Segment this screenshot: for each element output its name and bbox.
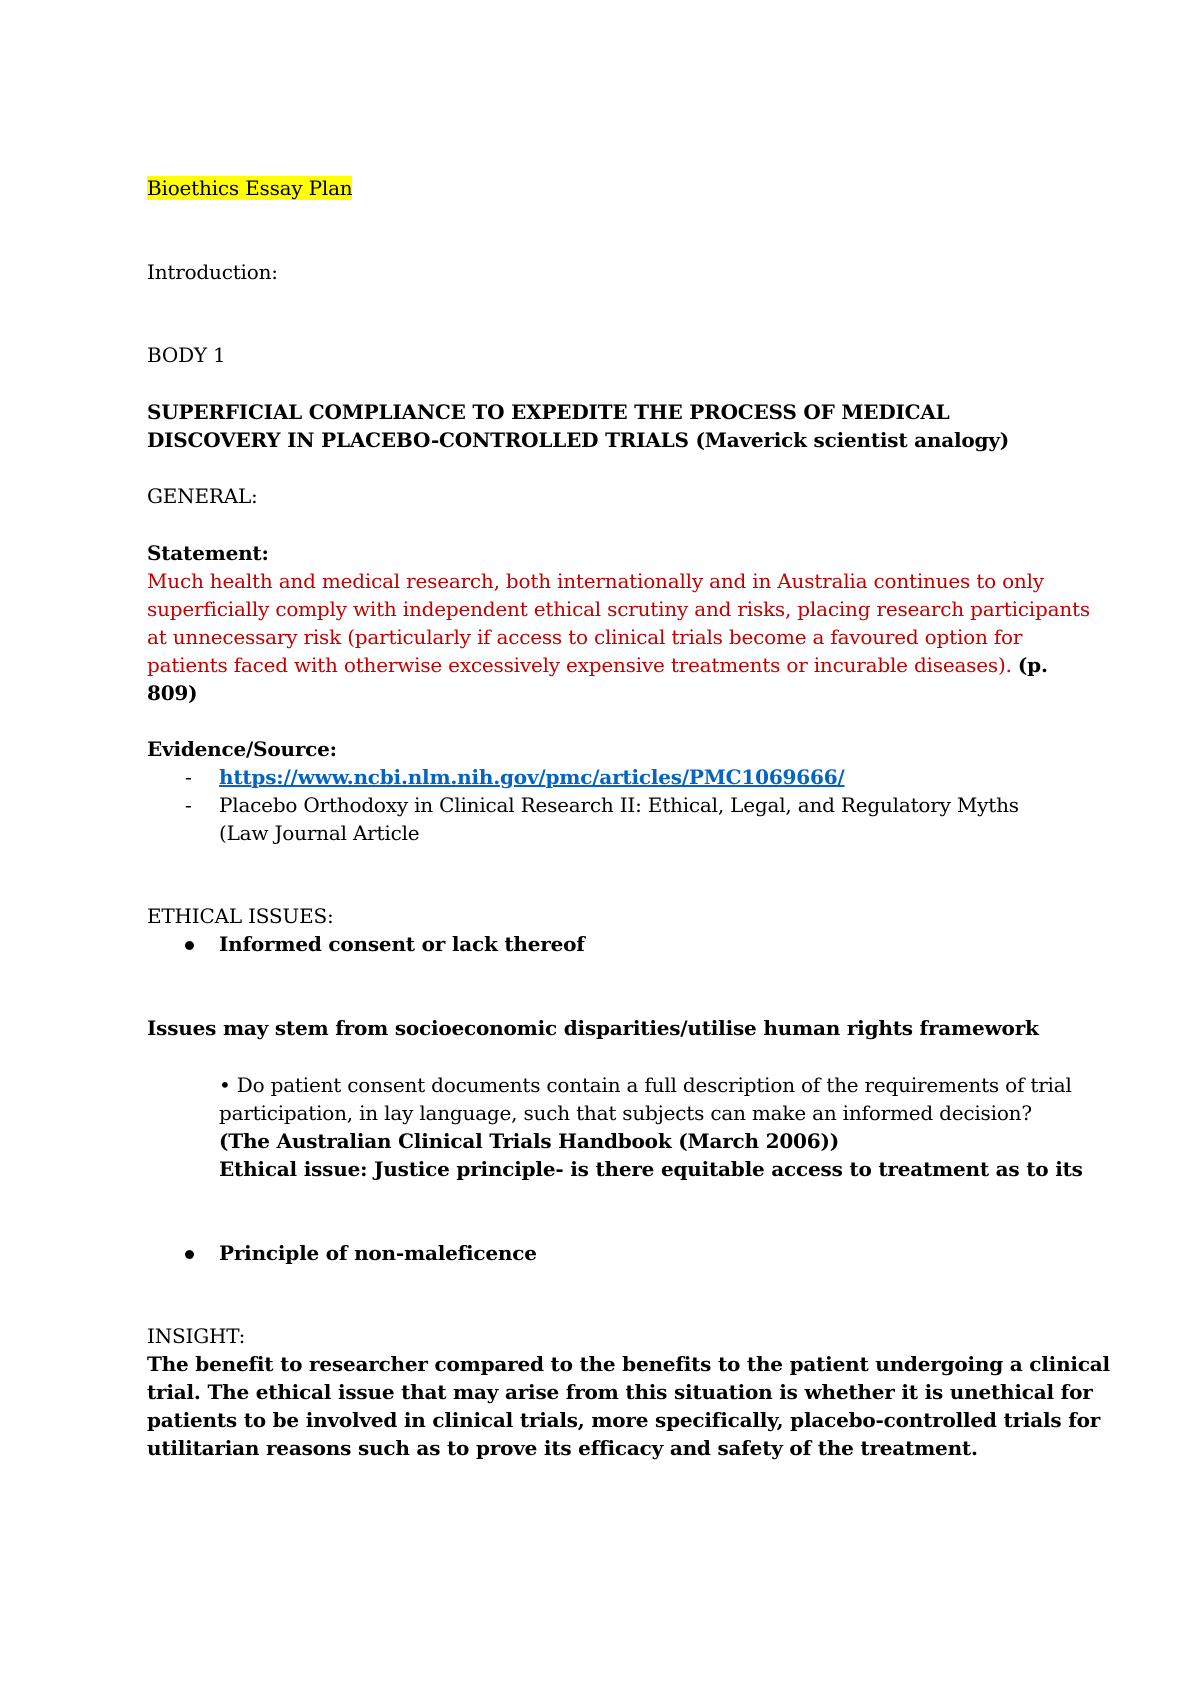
evidence-article-line-2: (Law Journal Article <box>219 821 420 845</box>
evidence-link[interactable]: https://www.ncbi.nlm.nih.gov/pmc/articles/PMC1069666/ <box>219 765 845 789</box>
bullet-icon <box>185 1250 194 1259</box>
evidence-article-line-1: Placebo Orthodoxy in Clinical Research II: Ethical, Legal, and Regulatory Myths <box>219 793 1019 817</box>
introduction-label: Introduction: <box>147 260 278 284</box>
evidence-dash-2: - <box>185 793 192 817</box>
bullet-item-non-maleficence: Principle of non-maleficence <box>219 1241 537 1265</box>
title-highlight: Bioethics Essay Plan <box>147 176 353 200</box>
section-heading-line-2: DISCOVERY IN PLACEBO-CONTROLLED TRIALS (Maverick scientist analogy) <box>147 428 1010 452</box>
bullet-item-informed-consent: Informed consent or lack thereof <box>219 932 585 956</box>
section-heading-line-1: SUPERFICIAL COMPLIANCE TO EXPEDITE THE PROCESS OF MEDICAL <box>147 400 950 424</box>
insight-label: INSIGHT: <box>147 1324 246 1348</box>
consent-question-line-1: • Do patient consent documents contain a full description of the requirements of trial <box>219 1073 1072 1097</box>
statement-line-4 <box>147 651 1048 679</box>
insight-line-2: trial. The ethical issue that may arise from this situation is whether it is unethical for <box>147 1380 1093 1404</box>
consent-source: (The Australian Clinical Trials Handbook (March 2006)) <box>219 1129 840 1153</box>
issues-heading: Issues may stem from socioeconomic disparities/utilise human rights framework <box>147 1016 1039 1040</box>
body-label: BODY 1 <box>147 343 226 367</box>
statement-line-1: Much health and medical research, both internationally and in Australia continues to only <box>147 569 1044 593</box>
justice-issue: Ethical issue: Justice principle- is there equitable access to treatment as to its <box>219 1157 1083 1181</box>
evidence-label: Evidence/Source: <box>147 737 337 761</box>
ethical-issues-label: ETHICAL ISSUES: <box>147 904 334 928</box>
consent-question-line-2: participation, in lay language, such that subjects can make an informed decision? <box>219 1101 1032 1125</box>
statement-line-3: at unnecessary risk (particularly if access to clinical trials become a favoured option for <box>147 625 1023 649</box>
document-title <box>147 174 352 202</box>
insight-line-4: utilitarian reasons such as to prove its efficacy and safety of the treatment. <box>147 1436 978 1460</box>
statement-page-number: 809) <box>147 681 198 705</box>
evidence-dash-1: - <box>185 765 192 789</box>
insight-line-3: patients to be involved in clinical trials, more specifically, placebo-controlled trials for <box>147 1408 1101 1432</box>
bullet-icon <box>185 941 194 950</box>
evidence-link-line <box>219 763 845 791</box>
statement-page-ref: (p. <box>1017 653 1048 677</box>
statement-line-4-text: patients faced with otherwise excessively expensive treatments or incurable diseases). <box>147 653 1012 677</box>
statement-label: Statement: <box>147 541 269 565</box>
insight-line-1: The benefit to researcher compared to the benefits to the patient undergoing a clinical <box>147 1352 1110 1376</box>
general-label: GENERAL: <box>147 484 258 508</box>
statement-line-2: superficially comply with independent ethical scrutiny and risks, placing research participants <box>147 597 1090 621</box>
